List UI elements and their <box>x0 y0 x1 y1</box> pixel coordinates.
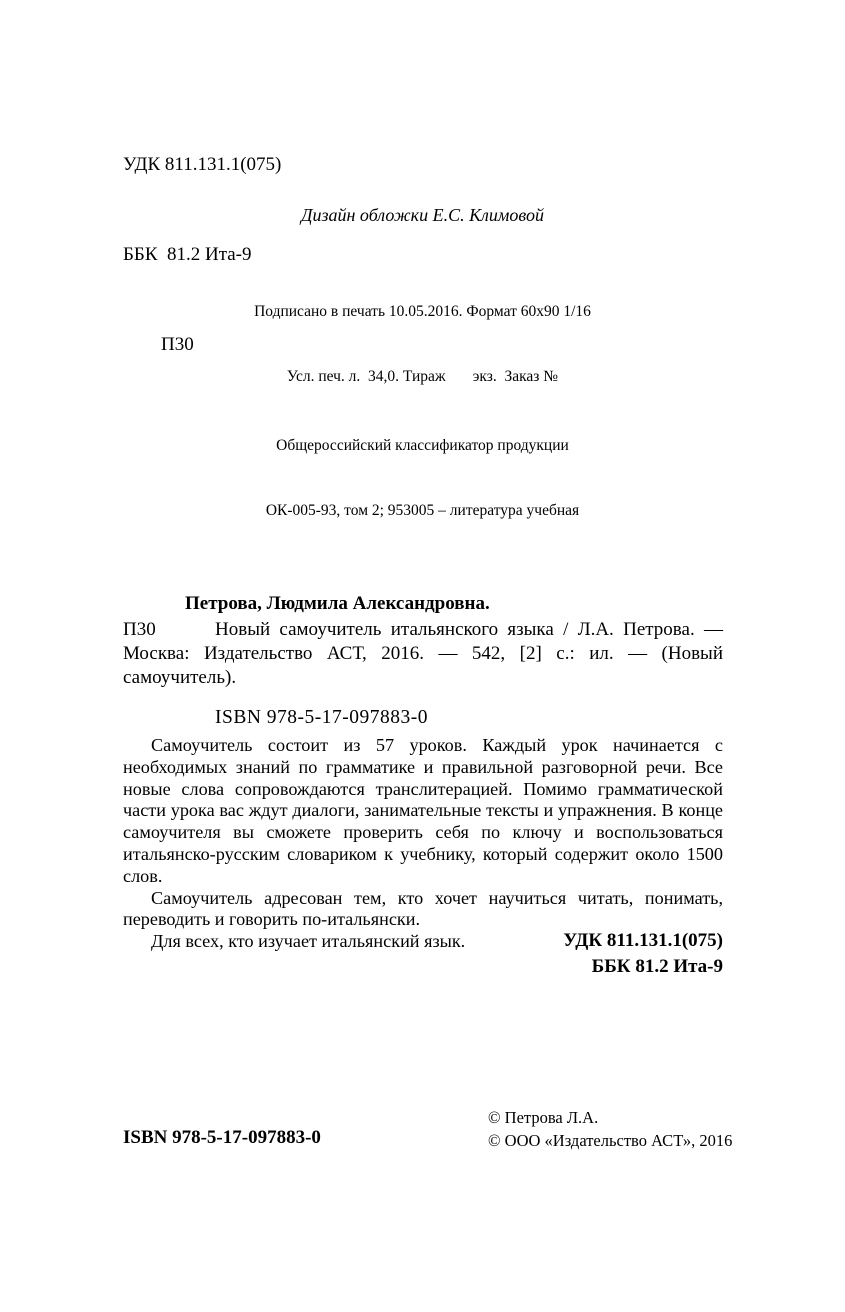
author-sign-code-top: П30 <box>161 334 194 355</box>
copyright-author: © Петрова Л.А. <box>488 1108 599 1127</box>
bibliographic-entry-wrap <box>123 618 723 690</box>
copyright-publisher: © ООО «Издательство АСТ», 2016 <box>488 1131 733 1150</box>
cover-design-credit: Дизайн обложки Е.С. Климовой <box>301 205 544 225</box>
book-author: Петрова, Людмила Александровна. <box>185 593 490 614</box>
print-run-line: Усл. печ. л. 34,0. Тираж экз. Заказ № <box>286 367 559 385</box>
footer-copyright-block <box>488 1106 732 1152</box>
bibliographic-entry: Новый самоучитель итальянского языка / Л.А. Петрова. — Москва: Издательство АСТ, 2016. — 542, [2] с.: ил. — (Новый самоучитель). <box>123 619 723 688</box>
footer-isbn: ISBN 978-5-17-097883-0 <box>123 1127 321 1148</box>
annotation-paragraph-3: Для всех, кто изучает итальянский язык. <box>151 931 466 952</box>
bbk-code-right: ББК 81.2 Ита-9 <box>591 956 723 977</box>
product-classifier-line: Общероссийский классификатор продукции <box>276 437 569 454</box>
udk-code-right: УДК 811.131.1(075) <box>563 930 723 951</box>
isbn-main: ISBN 978-5-17-097883-0 <box>215 707 429 728</box>
annotation-paragraph-1: Самоучитель состоит из 57 уроков. Каждый урок начинается с необходимых знаний по грамматике и правильной разговорной речи. Все новые слова сопровождаются транслитерацией. Помимо грамматической части урока вас ждут диалоги, занимательные тексты и упражнения. В конце самоучителя вы сможете проверить себя по ключу и воспользоваться итальянско-русским словариком к учебнику, который содержит около 1500 слов. <box>123 735 723 886</box>
udk-code-top: УДК 811.131.1(075) <box>123 154 282 175</box>
annotation-block <box>123 735 723 953</box>
product-classifier-code-line: ОК-005-93, том 2; 953005 – литература учебная <box>265 501 580 519</box>
annotation-paragraph-2: Самоучитель адресован тем, кто хочет научиться читать, понимать, переводить и говорить по-итальянски. <box>123 887 723 930</box>
cataloging-block <box>123 592 723 730</box>
bbk-code-top: ББК 81.2 Ита-9 <box>123 244 252 265</box>
print-date-format-line: Подписано в печать 10.05.2016. Формат 60x90 1/16 <box>254 303 591 320</box>
print-impressum <box>0 258 845 564</box>
author-sign-code: П30 <box>123 619 156 640</box>
right-classification-codes <box>123 928 723 980</box>
